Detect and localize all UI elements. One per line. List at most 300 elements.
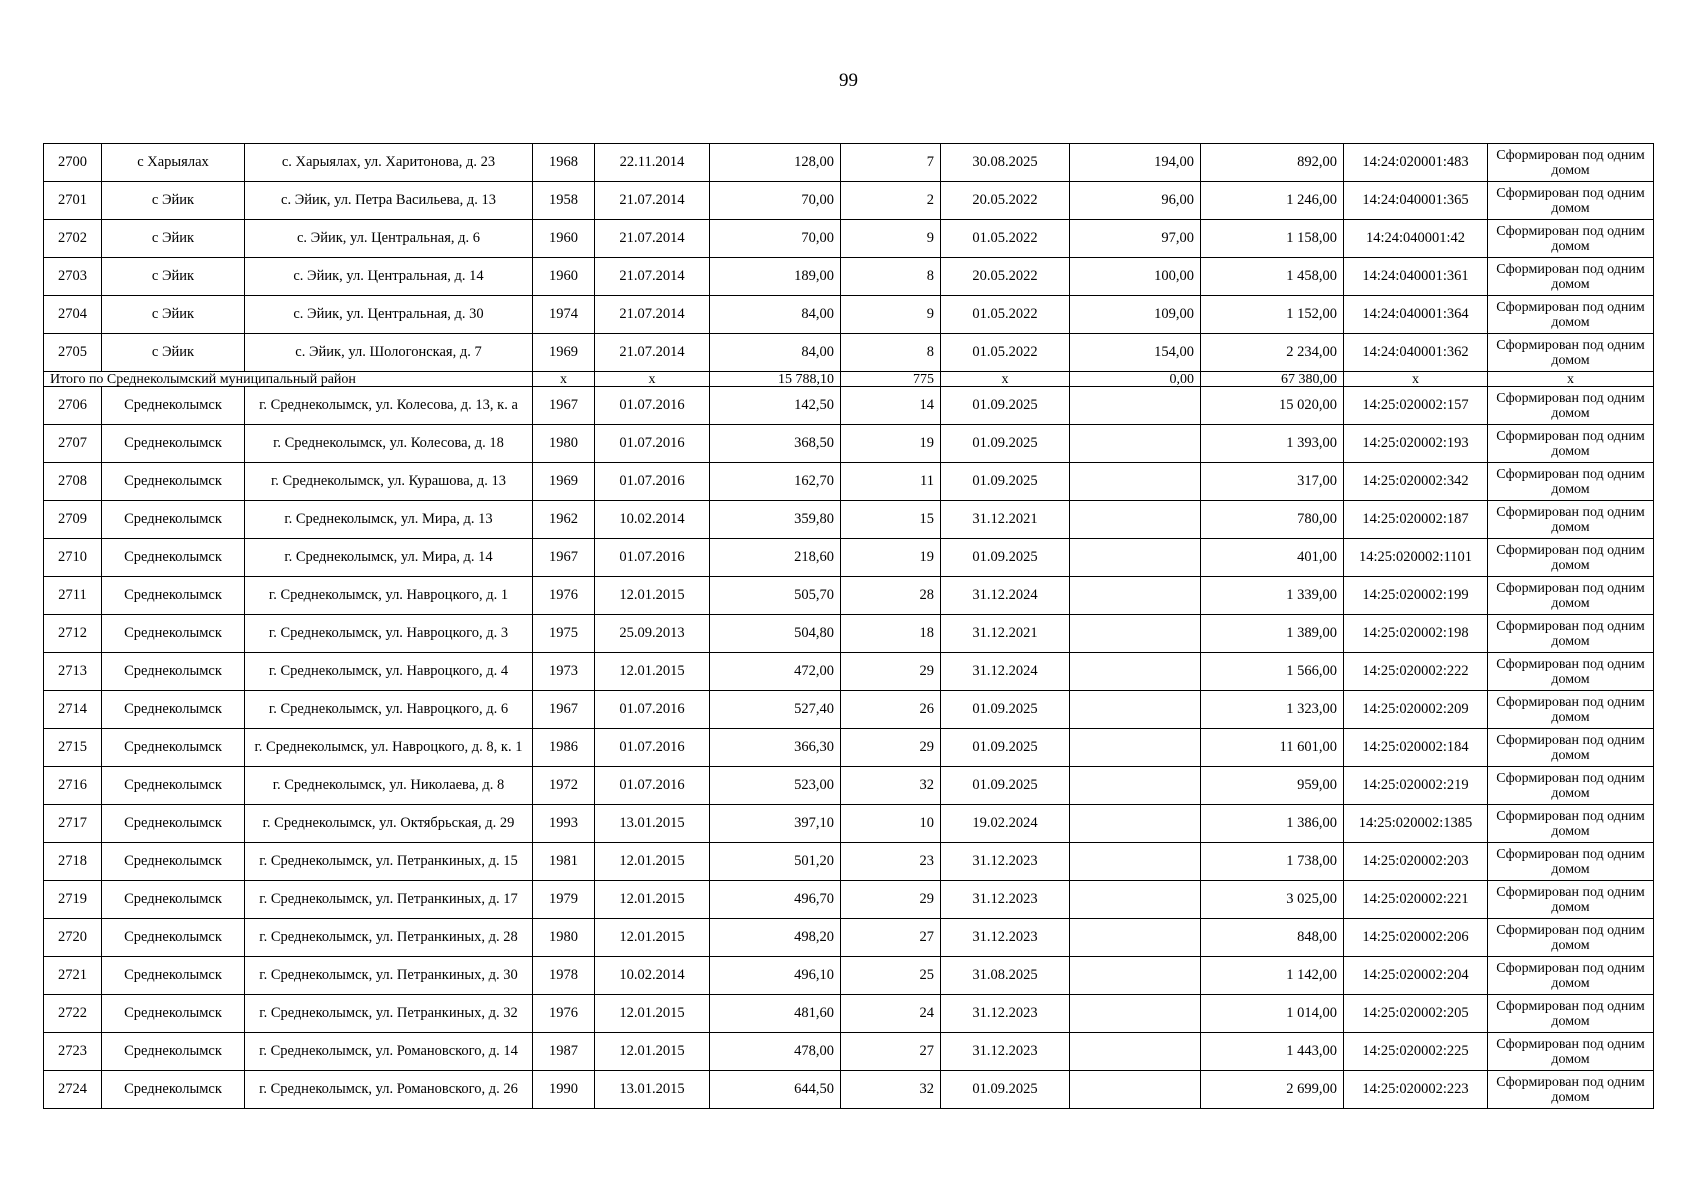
- settlement-cell: Среднеколымск: [102, 805, 245, 843]
- row-number: 2700: [44, 144, 102, 182]
- address-cell: г. Среднеколымск, ул. Навроцкого, д. 8, к. 1: [245, 729, 533, 767]
- note-cell: Сформирован под одним домом: [1488, 463, 1654, 501]
- year-cell: 1980: [533, 919, 595, 957]
- area-cell: 481,60: [710, 995, 841, 1033]
- note-cell: Сформирован под одним домом: [1488, 995, 1654, 1033]
- cadastral-number-cell: 14:25:020002:199: [1344, 577, 1488, 615]
- area-cell: 644,50: [710, 1071, 841, 1109]
- row-number: 2724: [44, 1071, 102, 1109]
- residents-cell: 27: [841, 1033, 941, 1071]
- settlement-cell: Среднеколымск: [102, 843, 245, 881]
- date-cell: 01.07.2016: [595, 767, 710, 805]
- residents-cell: 15: [841, 501, 941, 539]
- table-row: [44, 501, 1654, 539]
- area-cell: 505,70: [710, 577, 841, 615]
- area-cell: 498,20: [710, 919, 841, 957]
- deadline-cell: 01.09.2025: [941, 691, 1070, 729]
- cadastral-number-cell: 14:24:040001:365: [1344, 182, 1488, 220]
- deadline-cell: 01.05.2022: [941, 334, 1070, 372]
- address-cell: г. Среднеколымск, ул. Петранкиных, д. 32: [245, 995, 533, 1033]
- date-cell: 12.01.2015: [595, 919, 710, 957]
- year-cell: 1967: [533, 387, 595, 425]
- year-cell: 1974: [533, 296, 595, 334]
- note-cell: Сформирован под одним домом: [1488, 653, 1654, 691]
- row-number: 2704: [44, 296, 102, 334]
- residents-cell: 18: [841, 615, 941, 653]
- address-cell: г. Среднеколымск, ул. Романовского, д. 14: [245, 1033, 533, 1071]
- cadastral-number-cell: 14:25:020002:209: [1344, 691, 1488, 729]
- note-cell: Сформирован под одним домом: [1488, 425, 1654, 463]
- settlement-cell: Среднеколымск: [102, 577, 245, 615]
- residents-cell: 7: [841, 144, 941, 182]
- date-cell: 01.07.2016: [595, 425, 710, 463]
- settlement-cell: Среднеколымск: [102, 881, 245, 919]
- address-cell: г. Среднеколымск, ул. Петранкиных, д. 17: [245, 881, 533, 919]
- value-cell: 3 025,00: [1201, 881, 1344, 919]
- table-row: [44, 1033, 1654, 1071]
- value-cell: 780,00: [1201, 501, 1344, 539]
- address-cell: г. Среднеколымск, ул. Николаева, д. 8: [245, 767, 533, 805]
- value-cell: 848,00: [1201, 919, 1344, 957]
- cost-cell: 97,00: [1070, 220, 1201, 258]
- cost-cell: [1070, 387, 1201, 425]
- year-cell: 1978: [533, 957, 595, 995]
- date-cell: 21.07.2014: [595, 182, 710, 220]
- value-cell: 1 738,00: [1201, 843, 1344, 881]
- cost-cell: [1070, 767, 1201, 805]
- cadastral-number-cell: 14:25:020002:225: [1344, 1033, 1488, 1071]
- date-cell: 21.07.2014: [595, 220, 710, 258]
- address-cell: г. Среднеколымск, ул. Колесова, д. 18: [245, 425, 533, 463]
- cadastral-number-cell: 14:25:020002:203: [1344, 843, 1488, 881]
- row-number: 2714: [44, 691, 102, 729]
- deadline-cell: 31.12.2024: [941, 577, 1070, 615]
- total-residents-cell: 775: [841, 372, 941, 387]
- settlement-cell: с Харыялах: [102, 144, 245, 182]
- row-number: 2722: [44, 995, 102, 1033]
- cadastral-number-cell: 14:25:020002:221: [1344, 881, 1488, 919]
- deadline-cell: 01.09.2025: [941, 539, 1070, 577]
- address-cell: г. Среднеколымск, ул. Навроцкого, д. 1: [245, 577, 533, 615]
- deadline-cell: 01.05.2022: [941, 296, 1070, 334]
- settlement-cell: Среднеколымск: [102, 767, 245, 805]
- address-cell: г. Среднеколымск, ул. Курашова, д. 13: [245, 463, 533, 501]
- settlement-cell: с Эйик: [102, 258, 245, 296]
- address-cell: г. Среднеколымск, ул. Октябрьская, д. 29: [245, 805, 533, 843]
- deadline-cell: 01.05.2022: [941, 220, 1070, 258]
- cadastral-number-cell: 14:24:040001:362: [1344, 334, 1488, 372]
- note-cell: Сформирован под одним домом: [1488, 501, 1654, 539]
- table-row: [44, 387, 1654, 425]
- cost-cell: 194,00: [1070, 144, 1201, 182]
- table-row: [44, 615, 1654, 653]
- address-cell: г. Среднеколымск, ул. Навроцкого, д. 4: [245, 653, 533, 691]
- residents-cell: 27: [841, 919, 941, 957]
- total-date-cell: x: [595, 372, 710, 387]
- settlement-cell: с Эйик: [102, 296, 245, 334]
- total-deadline-cell: x: [941, 372, 1070, 387]
- date-cell: 12.01.2015: [595, 995, 710, 1033]
- table-row: [44, 182, 1654, 220]
- row-number: 2709: [44, 501, 102, 539]
- cost-cell: 96,00: [1070, 182, 1201, 220]
- total-year-cell: x: [533, 372, 595, 387]
- note-cell: Сформирован под одним домом: [1488, 919, 1654, 957]
- row-number: 2718: [44, 843, 102, 881]
- total-label: Итого по Среднеколымский муниципальный район: [44, 372, 533, 387]
- address-cell: г. Среднеколымск, ул. Мира, д. 13: [245, 501, 533, 539]
- note-cell: Сформирован под одним домом: [1488, 182, 1654, 220]
- cadastral-number-cell: 14:25:020002:1385: [1344, 805, 1488, 843]
- cadastral-number-cell: 14:25:020002:206: [1344, 919, 1488, 957]
- table-row: [44, 919, 1654, 957]
- area-cell: 128,00: [710, 144, 841, 182]
- area-cell: 70,00: [710, 182, 841, 220]
- area-cell: 472,00: [710, 653, 841, 691]
- residents-cell: 29: [841, 881, 941, 919]
- cadastral-number-cell: 14:25:020002:193: [1344, 425, 1488, 463]
- deadline-cell: 31.08.2025: [941, 957, 1070, 995]
- address-cell: с. Эйик, ул. Петра Васильева, д. 13: [245, 182, 533, 220]
- address-cell: г. Среднеколымск, ул. Мира, д. 14: [245, 539, 533, 577]
- row-number: 2702: [44, 220, 102, 258]
- cadastral-number-cell: 14:24:040001:361: [1344, 258, 1488, 296]
- row-number: 2710: [44, 539, 102, 577]
- year-cell: 1976: [533, 577, 595, 615]
- table-row: [44, 767, 1654, 805]
- area-cell: 368,50: [710, 425, 841, 463]
- settlement-cell: Среднеколымск: [102, 729, 245, 767]
- cost-cell: [1070, 539, 1201, 577]
- date-cell: 13.01.2015: [595, 805, 710, 843]
- residents-cell: 26: [841, 691, 941, 729]
- cadastral-number-cell: 14:25:020002:187: [1344, 501, 1488, 539]
- date-cell: 22.11.2014: [595, 144, 710, 182]
- cadastral-number-cell: 14:25:020002:205: [1344, 995, 1488, 1033]
- year-cell: 1981: [533, 843, 595, 881]
- area-cell: 496,70: [710, 881, 841, 919]
- year-cell: 1969: [533, 463, 595, 501]
- year-cell: 1990: [533, 1071, 595, 1109]
- row-number: 2708: [44, 463, 102, 501]
- area-cell: 359,80: [710, 501, 841, 539]
- deadline-cell: 01.09.2025: [941, 463, 1070, 501]
- year-cell: 1973: [533, 653, 595, 691]
- area-cell: 496,10: [710, 957, 841, 995]
- residents-cell: 24: [841, 995, 941, 1033]
- year-cell: 1980: [533, 425, 595, 463]
- date-cell: 25.09.2013: [595, 615, 710, 653]
- table-row: [44, 258, 1654, 296]
- settlement-cell: Среднеколымск: [102, 425, 245, 463]
- deadline-cell: 31.12.2021: [941, 501, 1070, 539]
- residents-cell: 8: [841, 258, 941, 296]
- deadline-cell: 31.12.2023: [941, 919, 1070, 957]
- date-cell: 21.07.2014: [595, 258, 710, 296]
- table-row: [44, 577, 1654, 615]
- date-cell: 12.01.2015: [595, 843, 710, 881]
- year-cell: 1972: [533, 767, 595, 805]
- address-cell: с. Харыялах, ул. Харитонова, д. 23: [245, 144, 533, 182]
- date-cell: 01.07.2016: [595, 387, 710, 425]
- year-cell: 1969: [533, 334, 595, 372]
- cost-cell: [1070, 501, 1201, 539]
- value-cell: 1 246,00: [1201, 182, 1344, 220]
- date-cell: 21.07.2014: [595, 296, 710, 334]
- table-row: [44, 843, 1654, 881]
- deadline-cell: 01.09.2025: [941, 1071, 1070, 1109]
- cost-cell: [1070, 691, 1201, 729]
- note-cell: Сформирован под одним домом: [1488, 881, 1654, 919]
- date-cell: 01.07.2016: [595, 463, 710, 501]
- row-number: 2712: [44, 615, 102, 653]
- address-cell: г. Среднеколымск, ул. Навроцкого, д. 3: [245, 615, 533, 653]
- deadline-cell: 01.09.2025: [941, 387, 1070, 425]
- date-cell: 10.02.2014: [595, 501, 710, 539]
- value-cell: 1 386,00: [1201, 805, 1344, 843]
- value-cell: 11 601,00: [1201, 729, 1344, 767]
- note-cell: Сформирован под одним домом: [1488, 577, 1654, 615]
- cost-cell: [1070, 729, 1201, 767]
- year-cell: 1986: [533, 729, 595, 767]
- note-cell: Сформирован под одним домом: [1488, 1033, 1654, 1071]
- cost-cell: [1070, 463, 1201, 501]
- cadastral-number-cell: 14:25:020002:1101: [1344, 539, 1488, 577]
- residents-cell: 19: [841, 539, 941, 577]
- settlement-cell: Среднеколымск: [102, 615, 245, 653]
- area-cell: 366,30: [710, 729, 841, 767]
- address-cell: г. Среднеколымск, ул. Колесова, д. 13, к. а: [245, 387, 533, 425]
- area-cell: 478,00: [710, 1033, 841, 1071]
- table-row: [44, 805, 1654, 843]
- deadline-cell: 01.09.2025: [941, 425, 1070, 463]
- date-cell: 01.07.2016: [595, 539, 710, 577]
- cadastral-number-cell: 14:24:020001:483: [1344, 144, 1488, 182]
- address-cell: г. Среднеколымск, ул. Навроцкого, д. 6: [245, 691, 533, 729]
- row-number: 2711: [44, 577, 102, 615]
- row-number: 2713: [44, 653, 102, 691]
- area-cell: 527,40: [710, 691, 841, 729]
- residents-cell: 29: [841, 729, 941, 767]
- row-number: 2723: [44, 1033, 102, 1071]
- cost-cell: [1070, 653, 1201, 691]
- year-cell: 1962: [533, 501, 595, 539]
- note-cell: Сформирован под одним домом: [1488, 334, 1654, 372]
- deadline-cell: 20.05.2022: [941, 258, 1070, 296]
- deadline-cell: 31.12.2023: [941, 995, 1070, 1033]
- row-number: 2721: [44, 957, 102, 995]
- cost-cell: [1070, 957, 1201, 995]
- value-cell: 1 389,00: [1201, 615, 1344, 653]
- residents-cell: 9: [841, 220, 941, 258]
- address-cell: с. Эйик, ул. Центральная, д. 6: [245, 220, 533, 258]
- address-cell: г. Среднеколымск, ул. Петранкиных, д. 28: [245, 919, 533, 957]
- value-cell: 2 234,00: [1201, 334, 1344, 372]
- year-cell: 1979: [533, 881, 595, 919]
- table-body: [44, 144, 1654, 1109]
- value-cell: 1 158,00: [1201, 220, 1344, 258]
- residents-cell: 14: [841, 387, 941, 425]
- deadline-cell: 01.09.2025: [941, 729, 1070, 767]
- area-cell: 162,70: [710, 463, 841, 501]
- year-cell: 1987: [533, 1033, 595, 1071]
- address-cell: г. Среднеколымск, ул. Петранкиных, д. 15: [245, 843, 533, 881]
- deadline-cell: 31.12.2021: [941, 615, 1070, 653]
- total-cadastral-number-cell: x: [1344, 372, 1488, 387]
- residents-cell: 8: [841, 334, 941, 372]
- date-cell: 12.01.2015: [595, 1033, 710, 1071]
- cadastral-number-cell: 14:25:020002:204: [1344, 957, 1488, 995]
- cost-cell: [1070, 919, 1201, 957]
- residents-cell: 9: [841, 296, 941, 334]
- cost-cell: [1070, 577, 1201, 615]
- settlement-cell: с Эйик: [102, 334, 245, 372]
- cadastral-number-cell: 14:25:020002:219: [1344, 767, 1488, 805]
- address-cell: г. Среднеколымск, ул. Петранкиных, д. 30: [245, 957, 533, 995]
- value-cell: 401,00: [1201, 539, 1344, 577]
- cadastral-number-cell: 14:25:020002:223: [1344, 1071, 1488, 1109]
- row-number: 2715: [44, 729, 102, 767]
- settlement-cell: Среднеколымск: [102, 501, 245, 539]
- year-cell: 1967: [533, 691, 595, 729]
- date-cell: 13.01.2015: [595, 1071, 710, 1109]
- cost-cell: [1070, 843, 1201, 881]
- table-row: [44, 691, 1654, 729]
- cadastral-number-cell: 14:24:040001:364: [1344, 296, 1488, 334]
- value-cell: 1 566,00: [1201, 653, 1344, 691]
- note-cell: Сформирован под одним домом: [1488, 957, 1654, 995]
- value-cell: 1 142,00: [1201, 957, 1344, 995]
- cost-cell: 154,00: [1070, 334, 1201, 372]
- year-cell: 1960: [533, 258, 595, 296]
- district-total-row: [44, 372, 1654, 387]
- settlement-cell: Среднеколымск: [102, 653, 245, 691]
- note-cell: Сформирован под одним домом: [1488, 729, 1654, 767]
- page-number: 99: [839, 70, 858, 91]
- value-cell: 1 152,00: [1201, 296, 1344, 334]
- settlement-cell: Среднеколымск: [102, 957, 245, 995]
- note-cell: Сформирован под одним домом: [1488, 615, 1654, 653]
- table-row: [44, 463, 1654, 501]
- note-cell: Сформирован под одним домом: [1488, 843, 1654, 881]
- residents-cell: 25: [841, 957, 941, 995]
- settlement-cell: Среднеколымск: [102, 919, 245, 957]
- value-cell: 1 443,00: [1201, 1033, 1344, 1071]
- settlement-cell: Среднеколымск: [102, 1033, 245, 1071]
- settlement-cell: Среднеколымск: [102, 539, 245, 577]
- total-value-cell: 67 380,00: [1201, 372, 1344, 387]
- note-cell: Сформирован под одним домом: [1488, 144, 1654, 182]
- table-row: [44, 220, 1654, 258]
- row-number: 2717: [44, 805, 102, 843]
- year-cell: 1976: [533, 995, 595, 1033]
- settlement-cell: Среднеколымск: [102, 387, 245, 425]
- value-cell: 317,00: [1201, 463, 1344, 501]
- cadastral-number-cell: 14:25:020002:222: [1344, 653, 1488, 691]
- address-cell: с. Эйик, ул. Центральная, д. 14: [245, 258, 533, 296]
- cost-cell: [1070, 805, 1201, 843]
- deadline-cell: 19.02.2024: [941, 805, 1070, 843]
- note-cell: Сформирован под одним домом: [1488, 805, 1654, 843]
- area-cell: 397,10: [710, 805, 841, 843]
- deadline-cell: 31.12.2023: [941, 881, 1070, 919]
- value-cell: 2 699,00: [1201, 1071, 1344, 1109]
- row-number: 2701: [44, 182, 102, 220]
- cadastral-number-cell: 14:24:040001:42: [1344, 220, 1488, 258]
- note-cell: Сформирован под одним домом: [1488, 258, 1654, 296]
- table-row: [44, 881, 1654, 919]
- year-cell: 1968: [533, 144, 595, 182]
- cost-cell: [1070, 615, 1201, 653]
- total-note-cell: x: [1488, 372, 1654, 387]
- area-cell: 84,00: [710, 296, 841, 334]
- area-cell: 189,00: [710, 258, 841, 296]
- area-cell: 218,60: [710, 539, 841, 577]
- table-row: [44, 334, 1654, 372]
- table-row: [44, 296, 1654, 334]
- cadastral-number-cell: 14:25:020002:157: [1344, 387, 1488, 425]
- total-area-cell: 15 788,10: [710, 372, 841, 387]
- residents-cell: 29: [841, 653, 941, 691]
- table-row: [44, 653, 1654, 691]
- residents-cell: 23: [841, 843, 941, 881]
- residents-cell: 19: [841, 425, 941, 463]
- value-cell: 1 014,00: [1201, 995, 1344, 1033]
- row-number: 2719: [44, 881, 102, 919]
- year-cell: 1975: [533, 615, 595, 653]
- value-cell: 892,00: [1201, 144, 1344, 182]
- address-cell: с. Эйик, ул. Шологонская, д. 7: [245, 334, 533, 372]
- table-row: [44, 539, 1654, 577]
- date-cell: 10.02.2014: [595, 957, 710, 995]
- residents-cell: 32: [841, 1071, 941, 1109]
- deadline-cell: 31.12.2023: [941, 843, 1070, 881]
- note-cell: Сформирован под одним домом: [1488, 296, 1654, 334]
- address-cell: г. Среднеколымск, ул. Романовского, д. 26: [245, 1071, 533, 1109]
- deadline-cell: 31.12.2024: [941, 653, 1070, 691]
- note-cell: Сформирован под одним домом: [1488, 539, 1654, 577]
- row-number: 2706: [44, 387, 102, 425]
- note-cell: Сформирован под одним домом: [1488, 767, 1654, 805]
- year-cell: 1993: [533, 805, 595, 843]
- year-cell: 1960: [533, 220, 595, 258]
- deadline-cell: 01.09.2025: [941, 767, 1070, 805]
- table-row: [44, 995, 1654, 1033]
- date-cell: 01.07.2016: [595, 691, 710, 729]
- row-number: 2720: [44, 919, 102, 957]
- date-cell: 12.01.2015: [595, 577, 710, 615]
- residents-cell: 28: [841, 577, 941, 615]
- date-cell: 21.07.2014: [595, 334, 710, 372]
- row-number: 2703: [44, 258, 102, 296]
- area-cell: 70,00: [710, 220, 841, 258]
- residents-cell: 32: [841, 767, 941, 805]
- table-row: [44, 957, 1654, 995]
- settlement-cell: Среднеколымск: [102, 995, 245, 1033]
- year-cell: 1958: [533, 182, 595, 220]
- cost-cell: [1070, 881, 1201, 919]
- date-cell: 01.07.2016: [595, 729, 710, 767]
- date-cell: 12.01.2015: [595, 653, 710, 691]
- value-cell: 1 323,00: [1201, 691, 1344, 729]
- table-row: [44, 729, 1654, 767]
- note-cell: Сформирован под одним домом: [1488, 220, 1654, 258]
- area-cell: 142,50: [710, 387, 841, 425]
- cost-cell: [1070, 425, 1201, 463]
- row-number: 2705: [44, 334, 102, 372]
- deadline-cell: 30.08.2025: [941, 144, 1070, 182]
- cadastral-number-cell: 14:25:020002:184: [1344, 729, 1488, 767]
